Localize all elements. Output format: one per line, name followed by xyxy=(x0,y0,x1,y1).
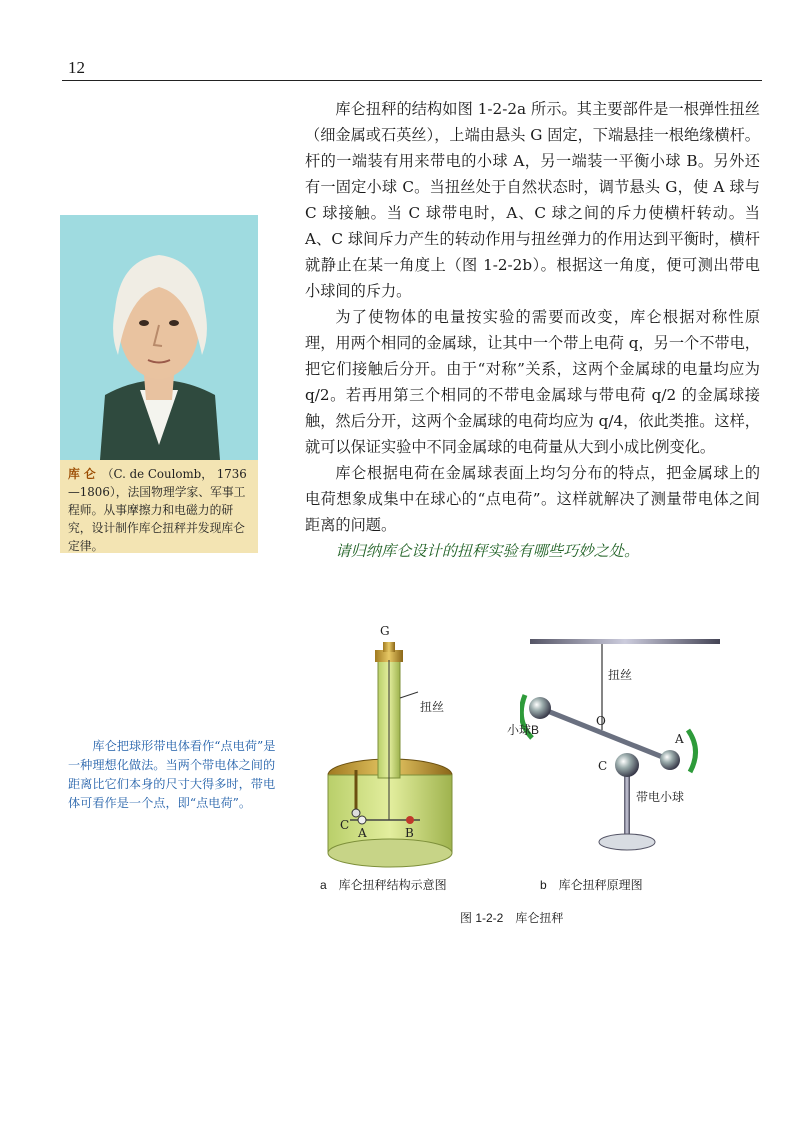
side-note: 库仑把球形带电体看作“点电荷”是一种理想化做法。当两个带电体之间的距离比它们本身的尺寸大得多时，带电体可看作是一个点，即“点电荷”。 xyxy=(68,739,276,810)
main-text xyxy=(305,96,760,564)
label-a-a: A xyxy=(358,826,367,840)
torsion-balance-structure-diagram xyxy=(320,620,520,870)
page-number: 12 xyxy=(68,58,85,77)
label-o: O xyxy=(596,714,606,728)
label-twist-wire-b: 扭丝 xyxy=(608,668,633,682)
figure-a-caption: a 库仑扭秤结构示意图 xyxy=(320,878,447,892)
label-c-a: C xyxy=(340,818,350,832)
figure-b-caption: b 库仑扭秤原理图 xyxy=(540,878,643,892)
label-g: G xyxy=(380,624,390,638)
label-b-a: B xyxy=(405,826,414,840)
paragraph: 为了使物体的电量按实验的需要而改变，库仑根据对称性原理，用两个相同的金属球，让其中一个带上电荷 q，另一个不带电，把它们接触后分开。由于“对称”关系，这两个金属球的电量均应为 q/2。若再用第三个相同的不带电金属球与带电荷 q/2 的金属球接触，然后分开，这两个金属球的电荷均应为 q/4，依此类推。这样，就可以保证实验中不同金属球的电荷量从大到小成比例变化。 xyxy=(305,308,760,456)
label-c-b: C xyxy=(598,759,608,773)
figure-1-2-2 xyxy=(300,620,760,930)
torsion-balance-principle-diagram xyxy=(520,620,740,870)
paragraph: 库仑扭秤的结构如图 1-2-2a 所示。其主要部件是一根弹性扭丝（细金属或石英丝），上端由悬头 G 固定，下端悬挂一根绝缘横杆。杆的一端装有用来带电的小球 A，另一端装一平衡小球 B。另外还有一固定小球 C。当扭丝处于自然状态时，调节悬头 G，使 A 球与 C 球接触。当 C 球带电时，A、C 球之间的斥力使横杆转动。当 A、C 球间斥力产生的转动作用与扭丝弹力的作用达到平衡时，横杆就静止在某一角度上（图 1-2-2b）。根据这一角度，便可测出带电小球间的斥力。 xyxy=(305,100,760,300)
task-prompt: 请归纳库仑设计的扭秤实验有哪些巧妙之处。 xyxy=(335,542,640,560)
header-rule xyxy=(62,80,762,81)
coulomb-portrait xyxy=(60,215,258,460)
portrait-bio: （C. de Coulomb， 1736—1806），法国物理学家、军事工程师。从事摩擦力和电磁力的研究，设计制作库仑扭秤并发现库仑定律。 xyxy=(68,467,247,553)
label-charged-ball: 带电小球 xyxy=(636,790,685,804)
portrait-card xyxy=(60,215,258,553)
portrait-caption xyxy=(68,465,252,555)
paragraph: 库仑根据电荷在金属球表面上均匀分布的特点，把金属球上的电荷想象成集中在球心的“点电荷”。这样就解决了测量带电体之间距离的问题。 xyxy=(305,464,760,534)
label-a-b: A xyxy=(675,732,684,746)
label-ball-b: 小球B xyxy=(507,723,540,737)
figure-title: 图 1-2-2 库仑扭秤 xyxy=(460,911,564,925)
label-twist-wire-a: 扭丝 xyxy=(420,700,445,714)
portrait-name: 库 仑 xyxy=(68,467,96,481)
